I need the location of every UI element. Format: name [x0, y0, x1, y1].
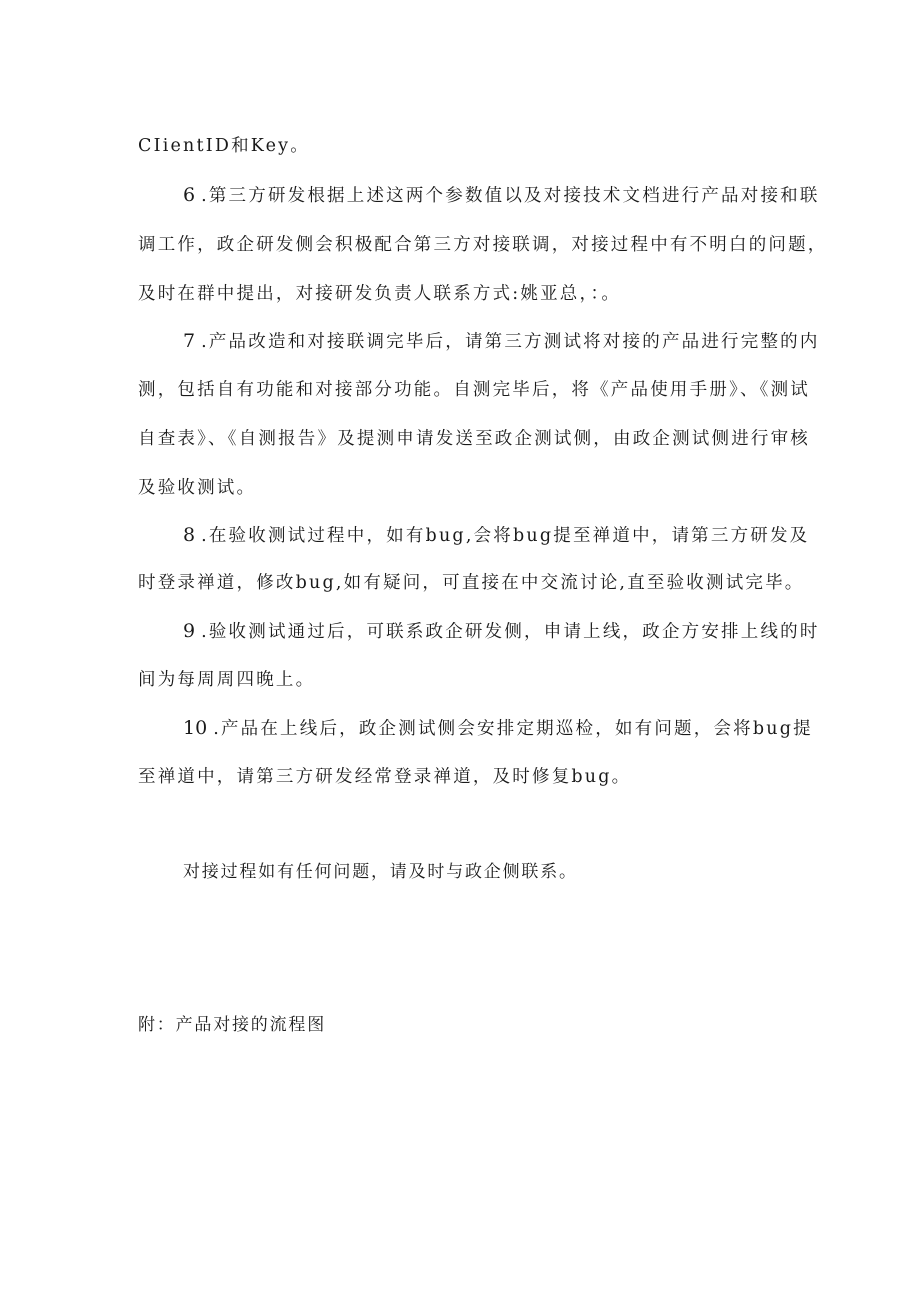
- paragraph-10-text: .产品在上线后，政企测试侧会安排定期巡检，如有问题，会将bug提: [213, 719, 813, 739]
- paragraph-8-first-line: [183, 523, 920, 548]
- paragraph-7-line-2: 测，包括自有功能和对接部分功能。自测完毕后，将《产品使用手册》、《测试: [138, 380, 810, 400]
- appendix-note: 附：产品对接的流程图: [138, 1015, 326, 1035]
- paragraph-10-line-2: 至禅道中，请第三方研发经常登录禅道，及时修复bug。: [138, 767, 632, 787]
- paragraph-8-number: 8: [183, 524, 196, 546]
- paragraph-7-line-4: 及验收测试。: [138, 478, 257, 498]
- paragraph-7-text: .产品改造和对接联调完毕后，请第三方测试将对接的产品进行完整的内: [201, 332, 820, 352]
- paragraph-9-number: 9: [183, 620, 196, 642]
- paragraph-7-first-line: [183, 329, 920, 354]
- paragraph-9-first-line: [183, 619, 920, 644]
- paragraph-6-line-3: 及时在群中提出，对接研发负责人联系方式:姚亚总，：。: [138, 284, 622, 304]
- paragraph-9-line-2: 间为每周周四晚上。: [138, 670, 316, 690]
- paragraph-9-text: .验收测试通过后，可联系政企研发侧，申请上线，政企方安排上线的时: [201, 622, 820, 642]
- paragraph-6-text: .第三方研发根据上述这两个参数值以及对接技术文档进行产品对接和联: [201, 186, 820, 206]
- paragraph-6-number: 6: [183, 184, 196, 206]
- paragraph-6-first-line: [183, 183, 920, 208]
- paragraph-8-text: .在验收测试过程中，如有bug,会将bug提至禅道中，请第三方研发及: [201, 526, 810, 546]
- paragraph-7-line-3: 自查表》、《自测报告》及提测申请发送至政企测试侧，由政企测试侧进行审核: [138, 429, 810, 449]
- contact-note: 对接过程如有任何问题，请及时与政企侧联系。: [183, 862, 578, 882]
- paragraph-7-number: 7: [183, 330, 196, 352]
- paragraph-10-first-line: [183, 716, 920, 741]
- paragraph-6-line-2: 调工作，政企研发侧会积极配合第三方对接联调，对接过程中有不明白的问题，: [138, 235, 828, 255]
- paragraph-10-number: 10: [183, 717, 208, 739]
- text-line: CIientID和Key。: [138, 136, 310, 156]
- paragraph-8-line-2: 时登录禅道，修改bug,如有疑问，可直接在中交流讨论,直至验收测试完毕。: [138, 573, 805, 593]
